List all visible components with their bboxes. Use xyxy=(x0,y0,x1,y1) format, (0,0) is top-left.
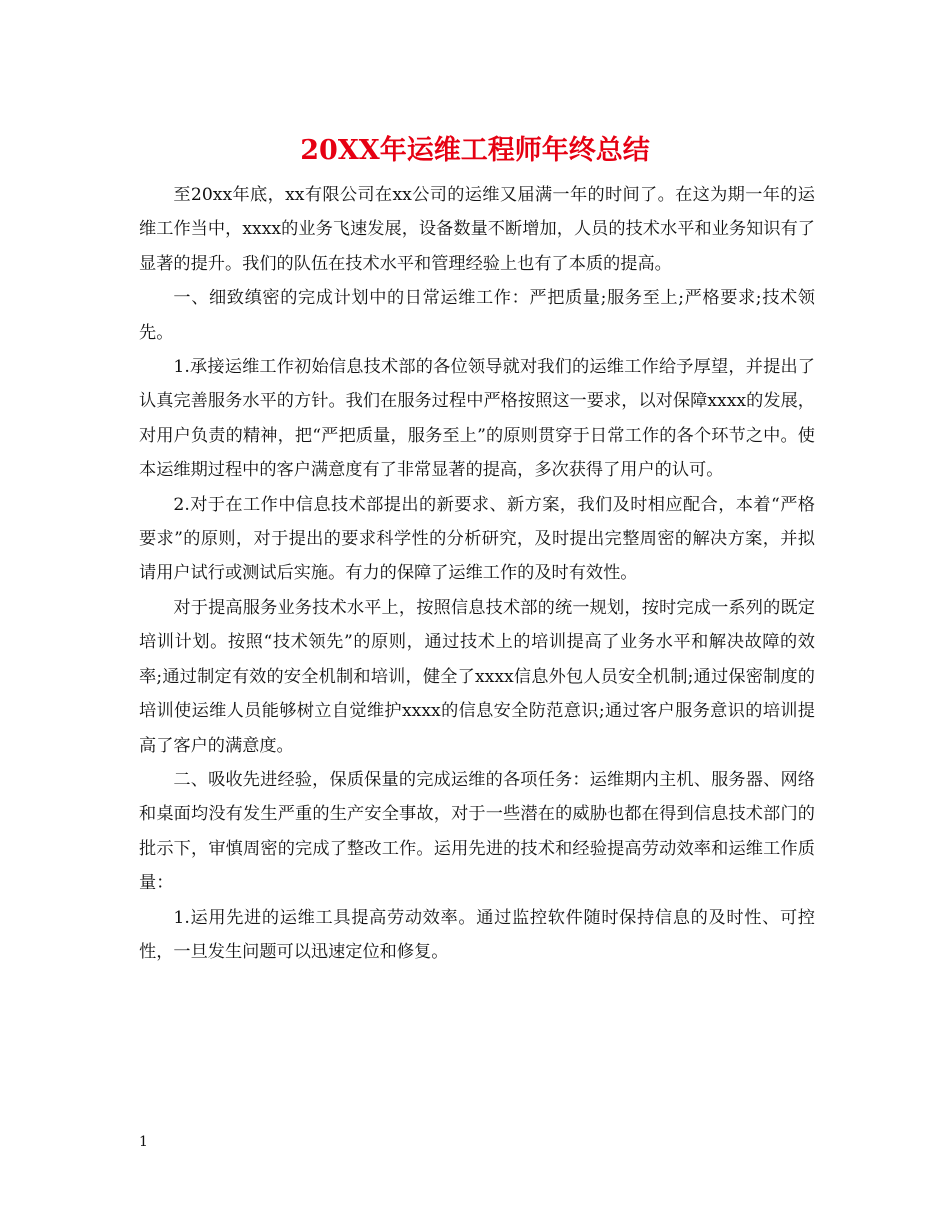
document-body xyxy=(139,178,815,969)
paragraph: 2.对于在工作中信息技术部提出的新要求、新方案，我们及时相应配合，本着“严格要求”的原则，对于提出的要求科学性的分析研究，及时提出完整周密的解决方案，并拟请用户试行或测试后实施。有力的保障了运维工作的及时有效性。 xyxy=(139,494,815,584)
paragraph: 二、吸收先进经验，保质保量的完成运维的各项任务：运维期内主机、服务器、网络和桌面均没有发生严重的生产安全事故，对于一些潜在的威胁也都在得到信息技术部门的批示下，审慎周密的完成了整改工作。运用先进的技术和经验提高劳动效率和运维工作质量： xyxy=(139,769,815,894)
paragraph: 一、细致缜密的完成计划中的日常运维工作：严把质量;服务至上;严格要求;技术领先。 xyxy=(139,288,815,343)
page-number: 1 xyxy=(139,1134,148,1150)
paragraph: 对于提高服务业务技术水平上，按照信息技术部的统一规划，按时完成一系列的既定培训计划。按照“技术领先”的原则，通过技术上的培训提高了业务水平和解决故障的效率;通过制定有效的安全机制和培训，健全了xxxx信息外包人员安全机制;通过保密制度的培训使运维人员能够树立自觉维护xxxx的信息安全防范意识;通过客户服务意识的培训提高了客户的满意度。 xyxy=(139,597,815,756)
paragraph: 至20xx年底，xx有限公司在xx公司的运维又届满一年的时间了。在这为期一年的运维工作当中，xxxx的业务飞速发展，设备数量不断增加，人员的技术水平和业务知识有了显著的提升。我们的队伍在技术水平和管理经验上也有了本质的提高。 xyxy=(139,185,815,274)
paragraph: 1.运用先进的运维工具提高劳动效率。通过监控软件随时保持信息的及时性、可控性，一旦发生问题可以迅速定位和修复。 xyxy=(139,907,815,962)
paragraph: 1.承接运维工作初始信息技术部的各位领导就对我们的运维工作给予厚望，并提出了认真完善服务水平的方针。我们在服务过程中严格按照这一要求，以对保障xxxx的发展，对用户负责的精神，把“严把质量，服务至上”的原则贯穿于日常工作的各个环节之中。使本运维期过程中的客户满意度有了非常显著的提高，多次获得了用户的认可。 xyxy=(139,357,815,481)
document-title: 20XX年运维工程师年终总结 xyxy=(300,135,650,166)
